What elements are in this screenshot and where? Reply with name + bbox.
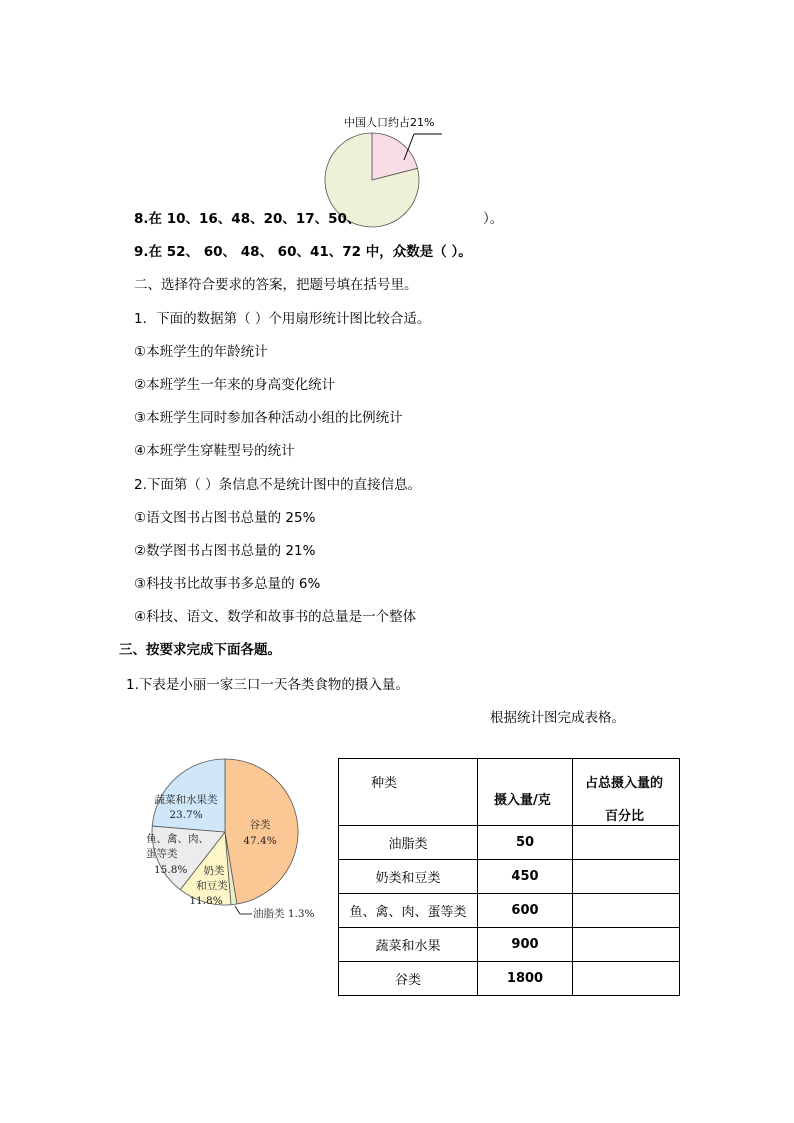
food-pie-chart (140, 756, 330, 926)
row-percent-input[interactable] (573, 962, 680, 996)
row-amount: 1800 (478, 962, 573, 996)
s2-q1-stem: 1．下面的数据第（ ）个用扇形统计图比较合适。 (134, 311, 431, 327)
question-8-end: ）。 (483, 211, 504, 227)
row-kind: 鱼、禽、肉、蛋等类 (339, 894, 478, 928)
row-percent-input[interactable] (573, 894, 680, 928)
s2-q2-option-3: ③科技书比故事书多总量的 6% (134, 576, 321, 592)
table-row (339, 826, 680, 860)
table-row (339, 928, 680, 962)
row-percent-input[interactable] (573, 826, 680, 860)
meat-label: 鱼、禽、肉、 (146, 833, 209, 845)
s3-instruction: 根据统计图完成表格。 (490, 710, 625, 726)
row-kind: 油脂类 (339, 826, 478, 860)
dairy-label: 奶类 (203, 865, 225, 877)
s2-q2-option-2: ②数学图书占图书总量的 21% (134, 543, 316, 559)
food-pie-slice-0 (225, 759, 298, 904)
s2-q1-option-1: ①本班学生的年龄统计 (134, 344, 268, 360)
s2-q2-stem: 2.下面第（ ）条信息不是统计图中的直接信息。 (134, 477, 422, 493)
s3-q1-stem: 1.下表是小丽一家三口一天各类食物的摄入量。 (126, 677, 409, 693)
meat-label-2: 蛋等类 (146, 848, 178, 860)
dairy-label-2: 和豆类 (196, 880, 228, 892)
question-8: 8.在 10、16、48、20、17、50、 (134, 211, 361, 227)
row-amount: 600 (478, 894, 573, 928)
header-percent-cell (573, 759, 680, 826)
s2-q1-option-2: ②本班学生一年来的身高变化统计 (134, 377, 336, 393)
s2-q1-option-3: ③本班学生同时参加各种活动小组的比例统计 (134, 410, 403, 426)
row-percent-input[interactable] (573, 860, 680, 894)
grain-label: 谷类 (249, 819, 271, 831)
row-kind: 谷类 (339, 962, 478, 996)
meat-value: 15.8% (154, 864, 188, 876)
row-kind: 蔬菜和水果 (339, 928, 478, 962)
row-percent-input[interactable] (573, 928, 680, 962)
header-percent-line2: 百分比 (605, 809, 645, 824)
table-row (339, 894, 680, 928)
veg-value: 23.7% (169, 809, 203, 821)
section-3-title: 三、按要求完成下面各题。 (119, 642, 281, 658)
row-amount: 50 (478, 826, 573, 860)
food-table (338, 758, 680, 996)
question-9: 9.在 52、 60、 48、 60、41、72 中，众数是（ ）。 (134, 244, 472, 260)
top-pie-label: 中国人口约占21% (344, 116, 435, 129)
oil-label: 油脂类 1.3% (253, 908, 315, 920)
header-amount: 摄入量/克 (494, 793, 551, 808)
s2-q1-option-4: ④本班学生穿鞋型号的统计 (134, 443, 295, 459)
section-2-title: 二、选择符合要求的答案，把题号填在括号里。 (134, 277, 418, 293)
s2-q2-option-1: ①语文图书占图书总量的 25% (134, 510, 316, 526)
grain-value: 47.4% (243, 835, 277, 847)
row-amount: 450 (478, 860, 573, 894)
table-row (339, 962, 680, 996)
header-kind-cell (339, 759, 478, 826)
table-header-row (339, 759, 680, 826)
table-row (339, 860, 680, 894)
dairy-value: 11.8% (189, 895, 223, 907)
header-percent-line1: 占总摄入量的 (585, 776, 664, 791)
s2-q2-option-4: ④科技、语文、数学和故事书的总量是一个整体 (134, 609, 417, 625)
row-kind: 奶类和豆类 (339, 860, 478, 894)
top-pie-chart (322, 130, 442, 250)
row-amount: 900 (478, 928, 573, 962)
veg-label: 蔬菜和水果类 (154, 794, 218, 806)
header-kind: 种类 (371, 776, 398, 791)
header-amount-cell (478, 759, 573, 826)
oil-leader (235, 906, 240, 914)
